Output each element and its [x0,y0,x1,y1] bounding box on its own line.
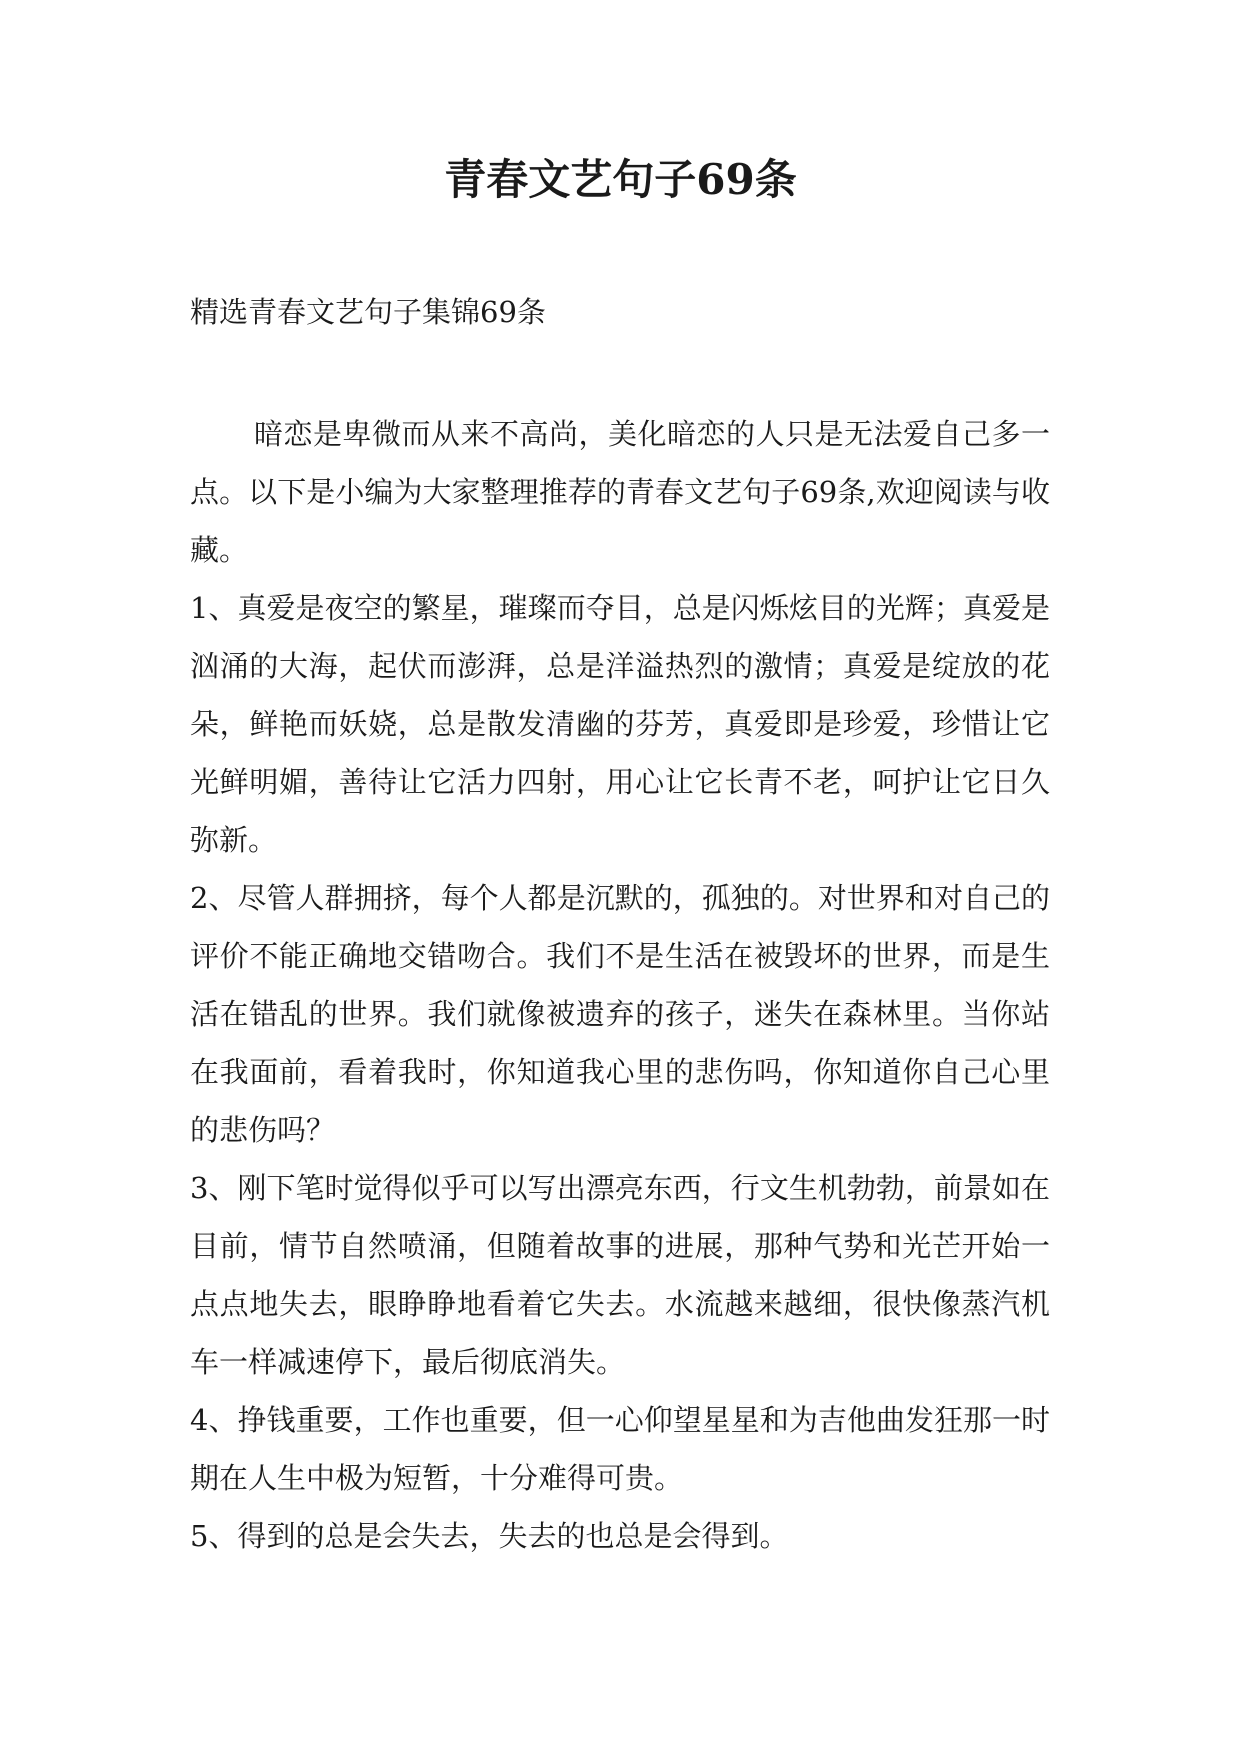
document-body [190,405,1050,1565]
list-item: 3、刚下笔时觉得似乎可以写出漂亮东西，行文生机勃勃，前景如在目前，情节自然喷涌，但随着故事的进展，那种气势和光芒开始一点点地失去，眼睁睁地看着它失去。水流越来越细，很快像蒸汽机车一样减速停下，最后彻底消失。 [190,1171,1050,1379]
list-item: 4、挣钱重要，工作也重要，但一心仰望星星和为吉他曲发狂那一时期在人生中极为短暂，十分难得可贵。 [190,1403,1050,1495]
list-item: 2、尽管人群拥挤，每个人都是沉默的，孤独的。对世界和对自己的评价不能正确地交错吻合。我们不是生活在被毁坏的世界，而是生活在错乱的世界。我们就像被遗弃的孩子，迷失在森林里。当你站在我面前，看着我时，你知道我心里的悲伤吗，你知道你自己心里的悲伤吗？ [190,881,1050,1147]
list-item: 1、真爱是夜空的繁星，璀璨而夺目，总是闪烁炫目的光辉；真爱是汹涌的大海，起伏而澎湃，总是洋溢热烈的激情；真爱是绽放的花朵，鲜艳而妖娆，总是散发清幽的芬芳，真爱即是珍爱，珍惜让它光鲜明媚，善待让它活力四射，用心让它长青不老，呵护让它日久弥新。 [190,591,1050,857]
document-subtitle: 精选青春文艺句子集锦69条 [190,295,546,329]
list-item: 5、得到的总是会失去，失去的也总是会得到。 [190,1519,789,1553]
document-title: 青春文艺句子69条 [444,155,797,204]
intro-paragraph: 暗恋是卑微而从来不高尚，美化暗恋的人只是无法爱自己多一点。以下是小编为大家整理推荐的青春文艺句子69条,欢迎阅读与收藏。 [190,417,1050,567]
